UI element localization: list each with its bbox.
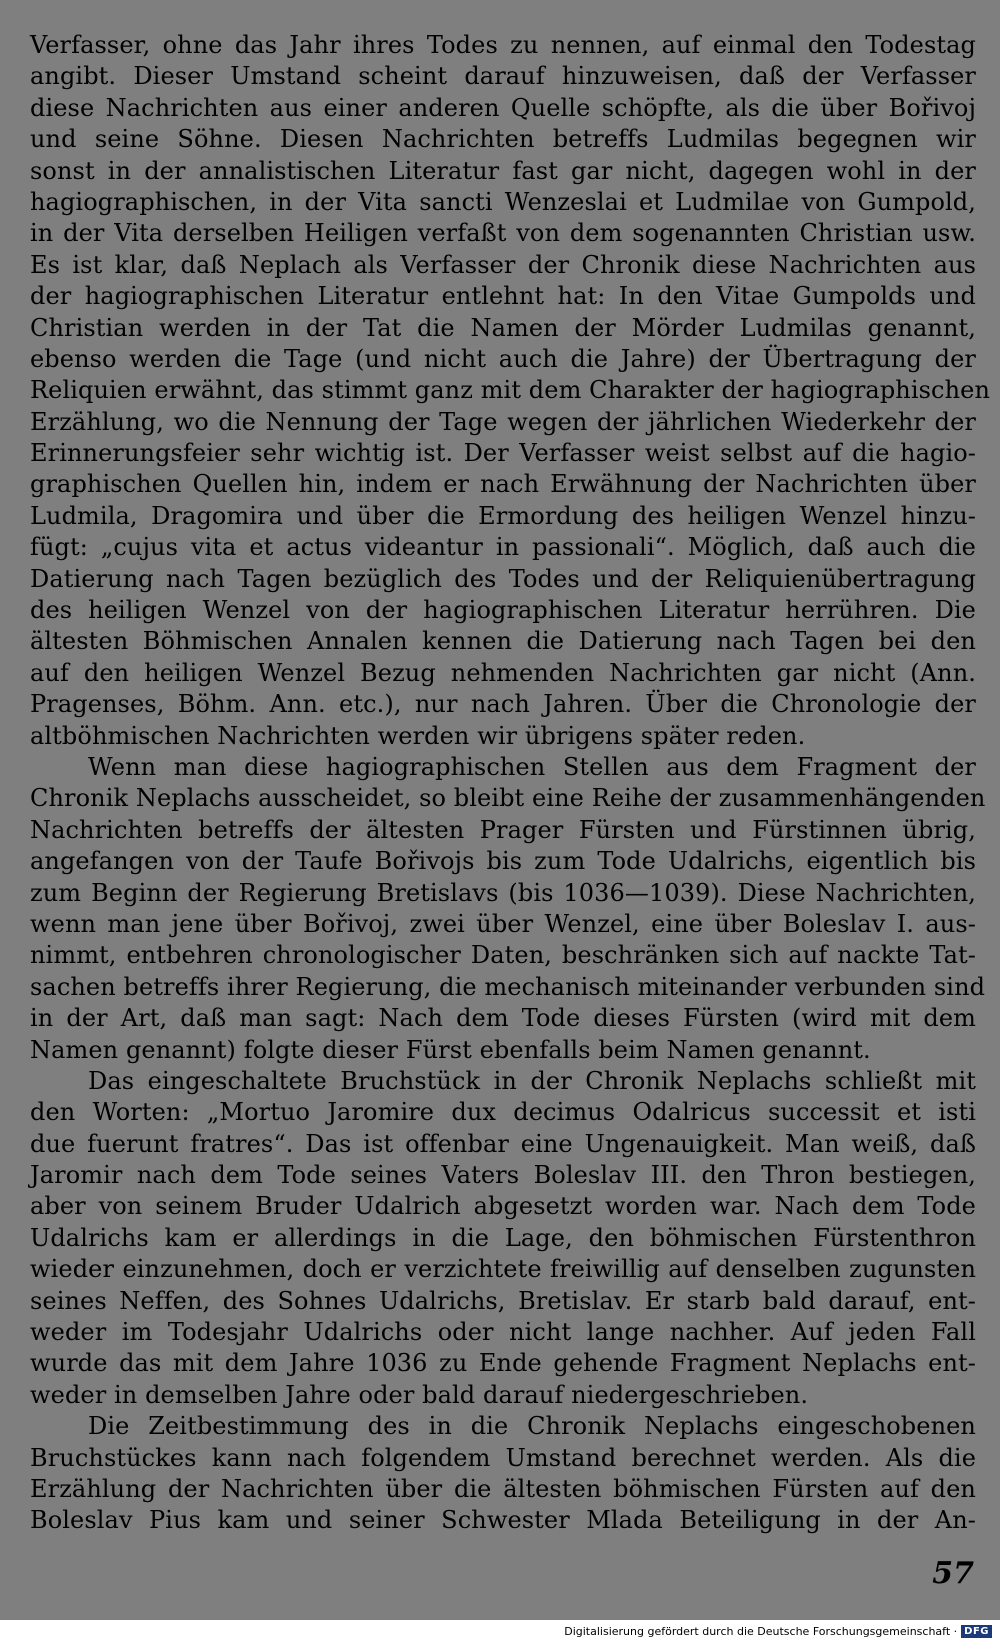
footer-credit: Digitalisierung gefördert durch die Deutsche Forschungsgemeinschaft ·	[564, 1624, 958, 1638]
page-number: 57	[932, 1556, 974, 1591]
text-line: Erinnerungsfeier sehr wichtig ist. Der Verfasser weist selbst auf die hagio-	[30, 439, 976, 468]
text-line: wurde das mit dem Jahre 1036 zu Ende gehende Fragment Neplachs ent-	[30, 1349, 976, 1378]
text-line: den Worten: „Mortuo Jaromire dux decimus Odalricus successit et isti	[30, 1098, 976, 1127]
text-line: diese Nachrichten aus einer anderen Quelle schöpfte, als die über Bořivoj	[30, 93, 976, 122]
text-line: seines Neffen, des Sohnes Udalrichs, Bretislav. Er starb bald darauf, ent-	[30, 1286, 976, 1315]
text-line: Chronik Neplachs ausscheidet, so bleibt eine Reihe der zusammenhängenden	[30, 784, 986, 813]
text-line: Ludmila, Dragomira und über die Ermordung des heiligen Wenzel hinzu-	[30, 501, 976, 530]
text-line: Erzählung der Nachrichten über die ältesten böhmischen Fürsten auf den	[30, 1474, 976, 1503]
text-line: due fuerunt fratres“. Das ist offenbar eine Ungenauigkeit. Man weiß, daß	[30, 1129, 976, 1158]
text-line: wenn man jene über Bořivoj, zwei über Wenzel, eine über Boleslav I. aus-	[30, 909, 976, 938]
dfg-logo: DFG	[961, 1625, 992, 1638]
text-line: ebenso werden die Tage (und nicht auch die Jahre) der Übertragung der	[30, 344, 976, 373]
text-line: Boleslav Pius kam und seiner Schwester Mlada Beteiligung in der An-	[30, 1506, 976, 1535]
text-line: Reliquien erwähnt, das stimmt ganz mit dem Charakter der hagiographischen	[30, 376, 990, 405]
text-line: in der Vita derselben Heiligen verfaßt von dem sogenannten Christian usw.	[30, 219, 976, 248]
text-line: Das eingeschaltete Bruchstück in der Chronik Neplachs schließt mit	[88, 1066, 976, 1095]
text-line: des heiligen Wenzel von der hagiographischen Literatur herrühren. Die	[30, 596, 976, 625]
text-line: weder in demselben Jahre oder bald darauf niedergeschrieben.	[30, 1380, 809, 1409]
text-line: graphischen Quellen hin, indem er nach Erwähnung der Nachrichten über	[30, 470, 976, 499]
text-line: der hagiographischen Literatur entlehnt hat: In den Vitae Gumpolds und	[30, 282, 976, 311]
text-line: sonst in der annalistischen Literatur fast gar nicht, dagegen wohl in der	[30, 156, 976, 185]
text-line: aber von seinem Bruder Udalrich abgesetzt worden war. Nach dem Tode	[30, 1192, 976, 1221]
text-line: angefangen von der Taufe Bořivojs bis zum Tode Udalrichs, eigentlich bis	[30, 847, 976, 876]
text-line: in der Art, daß man sagt: Nach dem Tode dieses Fürsten (wird mit dem	[30, 1004, 976, 1033]
text-line: Namen genannt) folgte dieser Fürst ebenfalls beim Namen genannt.	[30, 1035, 871, 1064]
body-text	[30, 30, 990, 1537]
text-line: und seine Söhne. Diesen Nachrichten betreffs Ludmilas begegnen wir	[30, 125, 976, 154]
text-line: sachen betreffs ihrer Regierung, die mechanisch miteinander verbunden sind	[30, 972, 986, 1001]
text-line: wieder einzunehmen, doch er verzichtete freiwillig auf denselben zugunsten	[30, 1255, 976, 1284]
text-line: Erzählung, wo die Nennung der Tage wegen der jährlichen Wiederkehr der	[30, 407, 976, 436]
text-line: Udalrichs kam er allerdings in die Lage, den böhmischen Fürstenthron	[30, 1223, 976, 1252]
text-line: Jaromir nach dem Tode seines Vaters Boleslav III. den Thron bestiegen,	[30, 1161, 976, 1190]
text-line: Verfasser, ohne das Jahr ihres Todes zu nennen, auf einmal den Todestag	[30, 31, 976, 59]
text-line: nimmt, entbehren chronologischer Daten, beschränken sich auf nackte Tat-	[30, 941, 976, 970]
text-line: hagiographischen, in der Vita sancti Wenzeslai et Ludmilae von Gumpold,	[30, 187, 976, 216]
text-line: zum Beginn der Regierung Bretislavs (bis 1036—1039). Diese Nachrichten,	[30, 878, 976, 907]
text-line: weder im Todesjahr Udalrichs oder nicht lange nachher. Auf jeden Fall	[30, 1318, 976, 1347]
text-line: Es ist klar, daß Neplach als Verfasser der Chronik diese Nachrichten aus	[30, 250, 976, 279]
text-line: Christian werden in der Tat die Namen der Mörder Ludmilas genannt,	[30, 313, 976, 342]
footer-bar	[0, 1620, 1000, 1642]
text-line: altböhmischen Nachrichten werden wir übrigens später reden.	[30, 721, 806, 750]
text-line: Wenn man diese hagiographischen Stellen aus dem Fragment der	[88, 752, 976, 781]
text-line: Die Zeitbestimmung des in die Chronik Neplachs eingeschobenen	[88, 1412, 976, 1441]
text-line: auf den heiligen Wenzel Bezug nehmenden Nachrichten gar nicht (Ann.	[30, 658, 976, 687]
text-line: Nachrichten betreffs der ältesten Prager Fürsten und Fürstinnen übrig,	[30, 815, 976, 844]
text-line: fügt: „cujus vita et actus videantur in passionali“. Möglich, daß auch die	[30, 533, 976, 562]
text-line: Bruchstückes kann nach folgendem Umstand berechnet werden. Als die	[30, 1443, 976, 1472]
text-line: Pragenses, Böhm. Ann. etc.), nur nach Jahren. Über die Chronologie der	[30, 690, 976, 719]
text-line: ältesten Böhmischen Annalen kennen die Datierung nach Tagen bei den	[30, 627, 976, 656]
text-line: Datierung nach Tagen bezüglich des Todes und der Reliquienübertragung	[30, 564, 976, 593]
text-line: angibt. Dieser Umstand scheint darauf hinzuweisen, daß der Verfasser	[30, 62, 976, 91]
